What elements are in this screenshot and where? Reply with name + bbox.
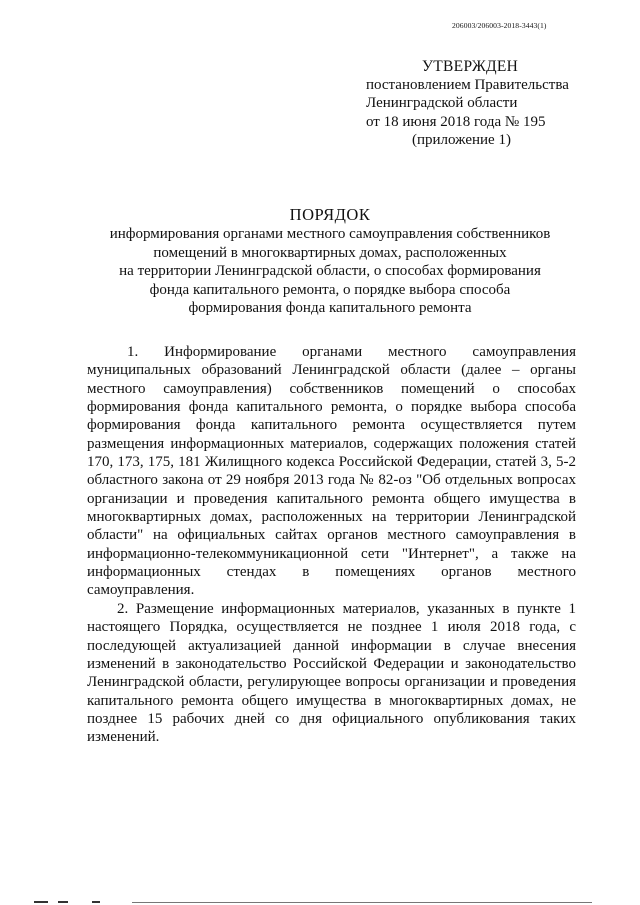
order-subtitle-line: формирования фонда капитального ремонта: [188, 300, 472, 317]
footer-rule: [132, 902, 592, 903]
document-body: [87, 343, 576, 747]
order-subtitle-line: информирования органами местного самоуправления собственников: [109, 226, 551, 243]
footer-mark: [34, 901, 48, 903]
footer-mark: [92, 901, 100, 903]
order-subtitle-line: на территории Ленинградской области, о способах формирования: [119, 263, 541, 280]
approval-line-1: постановлением Правительства: [366, 77, 569, 94]
footer-mark: [58, 901, 68, 903]
approval-title: УТВЕРЖДЕН: [422, 58, 519, 75]
approval-block: [366, 58, 606, 149]
approval-line-2: Ленинградской области: [366, 95, 518, 112]
paragraph-1: 1. Информирование органами местного самоуправления муниципальных образований Ленинградской области (далее – органы местного самоуправления) собственников помещений о способах формирования фонда капитального ремонта, о порядке выбора способа формирования фонда капитального ремонта осуществляется путем размещения информационных материалов, содержащих положения статей 170, 173, 175, 181 Жилищного кодекса Российской Федерации, статей 3, 5-2 областного закона от 29 ноября 2013 года № 82-оз "Об отдельных вопросах организации и проведения капитального ремонта общего имущества в многоквартирных домах, расположенных на территории Ленинградской области" на официальных сайтах органов местного самоуправления в информационно-телекоммуникационной сети "Интернет", а также на информационных стендах в помещениях органов местного самоуправления.: [87, 344, 576, 599]
approval-appendix: (приложение 1): [412, 131, 511, 148]
order-heading: [80, 206, 580, 317]
paragraph-2: 2. Размещение информационных материалов, указанных в пункте 1 настоящего Порядка, осуществляется не позднее 1 июля 2018 года, с последующей актуализацией данной информации в случае внесения изменений в законодательство Российской Федерации и законодательство Ленинградской области, регулирующее вопросы организации и проведения капитального ремонта общего имущества в многоквартирных домах, не позднее 15 рабочих дней со дня официального опубликования таких изменений.: [87, 600, 576, 746]
document-id: 206003/206003-2018-3443(1): [452, 21, 547, 30]
approval-line-3: от 18 июня 2018 года № 195: [366, 113, 546, 130]
order-subtitle-line: помещений в многоквартирных домах, расположенных: [153, 244, 507, 261]
order-subtitle-line: фонда капитального ремонта, о порядке выбора способа: [149, 281, 511, 298]
order-title: ПОРЯДОК: [289, 205, 371, 224]
